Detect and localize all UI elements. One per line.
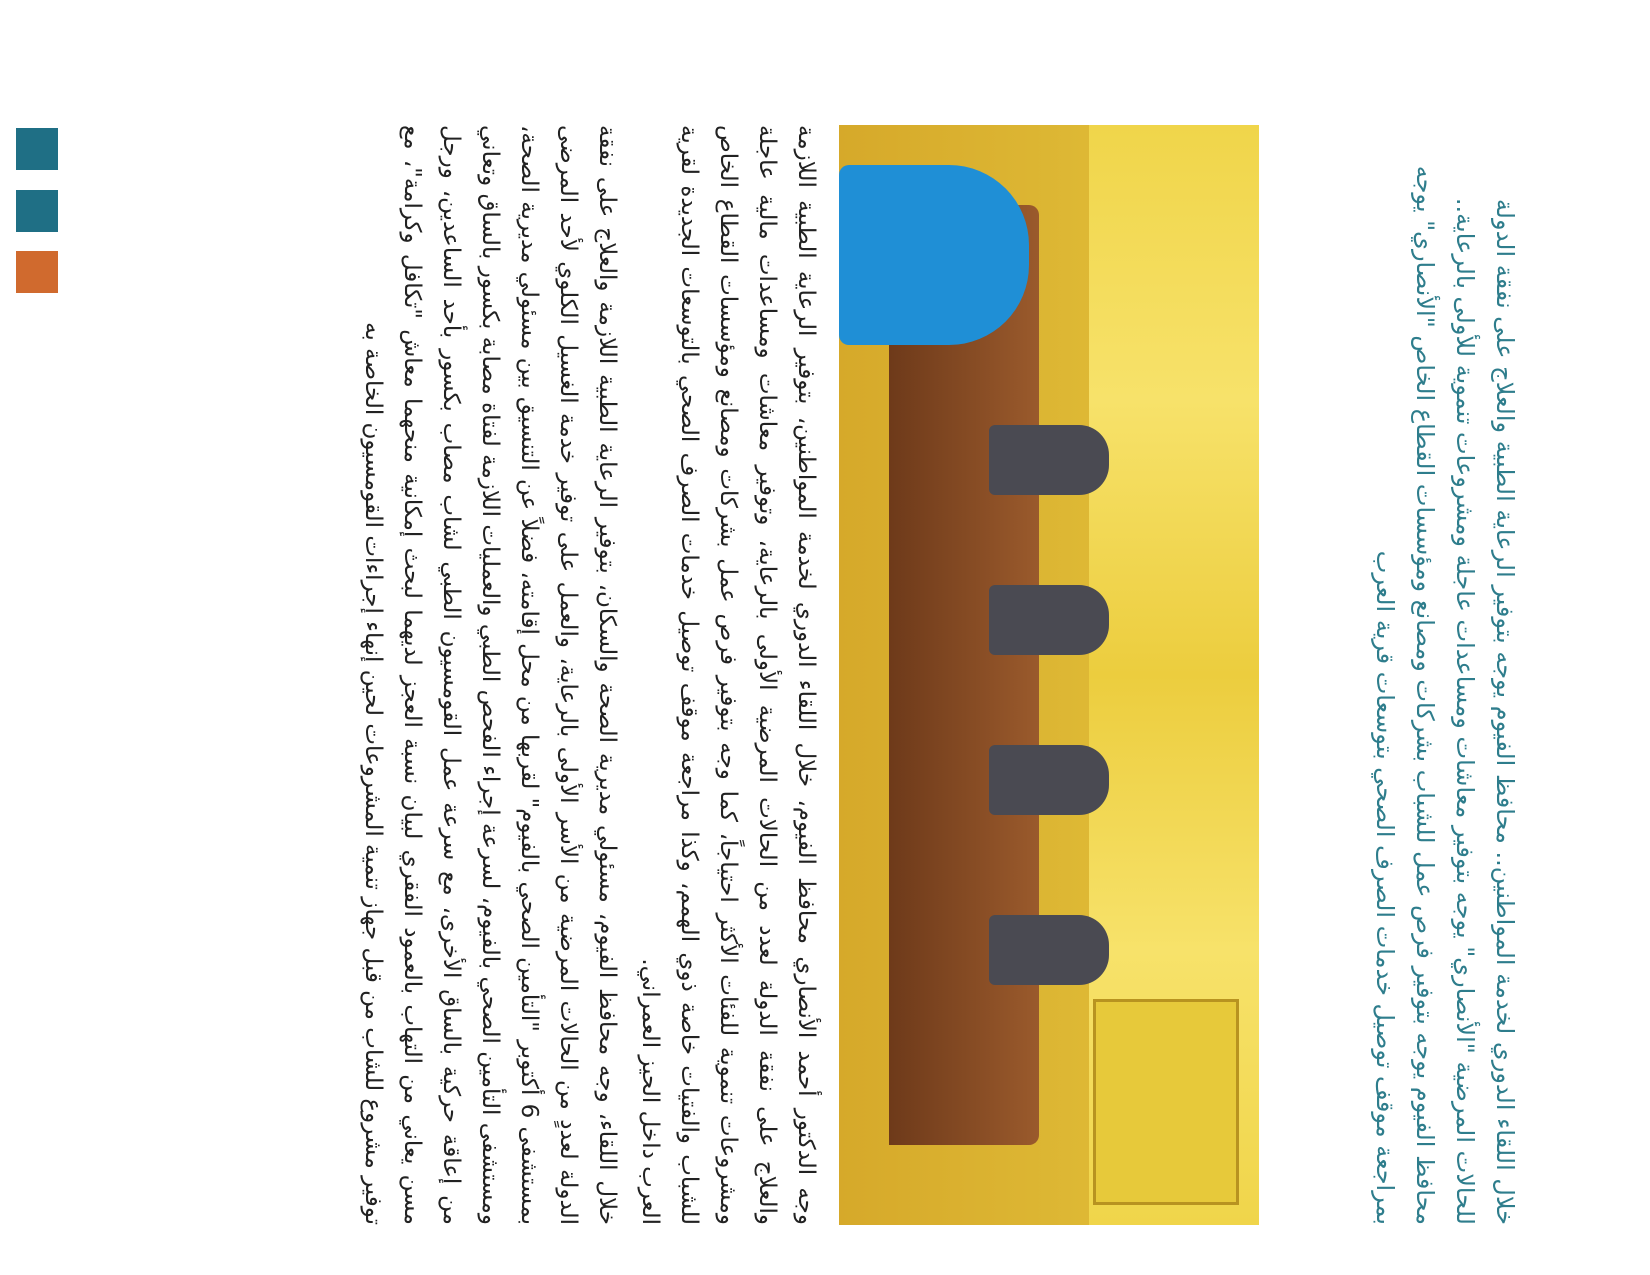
photo-person [989,915,1109,985]
decor-square-teal-2 [16,190,58,232]
article-body [349,125,825,1225]
photo-sign [1093,999,1239,1205]
photo-person [989,425,1109,495]
decor-square-teal-1 [16,128,58,170]
meeting-photo [839,125,1259,1225]
rotated-article-page [175,125,1525,1225]
photo-person [989,745,1109,815]
photo-person [989,585,1109,655]
decor-square-orange [16,251,58,293]
article-paragraph: وجه الدكتور أحمد الأنصاري محافظ الفيوم، خلال اللقاء الدوري لخدمة المواطنين، بتوفير الرعاية الطبية اللازمة والعلاج على نفقة الدولة لعدد من الحالات المرضية الأولى بالرعاية، وتوفير معاشات ومساعدات مالية عاجلة ومشروعات تنموية للفئات الأكثر احتياجاً، كما وجه بتوفير فرص عمل بشركات ومصانع ومؤسسات القطاع الخاص للشباب والفتيات خاصة ذوي الهمم، وكذا مراجعة موقف توصيل خدمات الصرف الصحي بالتوسعات الجديدة لقرية العرب داخل الحيز العمراني. [637,125,819,1225]
article-headline: خلال اللقاء الدوري لخدمة المواطنين.. محافظ الفيوم يوجه بتوفير الرعاية الطبية والعلاج على نفقة الدولة للحالات المرضية "الأنصاري" يوجه بتوفير معاشات ومساعدات عاجلة ومشروعات تنموية للأولى بالرعاية.. محافظ الفيوم يوجه بتوفير فرص عمل للشباب بشركات ومصانع ومؤسسات القطاع الخاص "الأنصاري" يوجه بمراجعة موقف توصيل خدمات الصرف الصحي بتوسعات قرية العرب [1371,165,1519,1225]
photo-person-blue [839,165,1029,345]
photo-table [889,205,1039,1145]
article-paragraph: خلال اللقاء، وجه محافظ الفيوم، مسئولي مديرية الصحة والسكان، بتوفير الرعاية الطبية اللازمة والعلاج على نفقة الدولة لعددٍ من الحالات المرضية من الأسر الأولى بالرعاية، والعمل على توفير خدمة الغسيل الكلوي لأحد المرضى بمستشفى 6 أكتوبر "التأمين الصحي بالفيوم" لقربها من محل إقامته، فضلاً عن التنسيق بين مسئولي مديرية الصحة، ومستشفى التأمين الصحي بالفيوم، لسرعة إجراء الفحص الطبي والعمليات اللازمة لفتاة مصابة بكسور بالساق وتعاني من إعاقة حركية بالساق الأخرى، مع سرعة عمل القومسيون الطبي لشاب مصاب بكسور بأحد الساعدين، ورجل مسن يعاني من التهاب بالعمود الفقري لبيان نسبة العجز لديهما لبحث إمكانية منحهما معاش "تكافل وكرامة"، مع توفير مشروع للشاب من قبل جهاز تنمية المشروعات لحين إنهاء إجراءات القومسيون الخاصة به [360,125,620,1225]
